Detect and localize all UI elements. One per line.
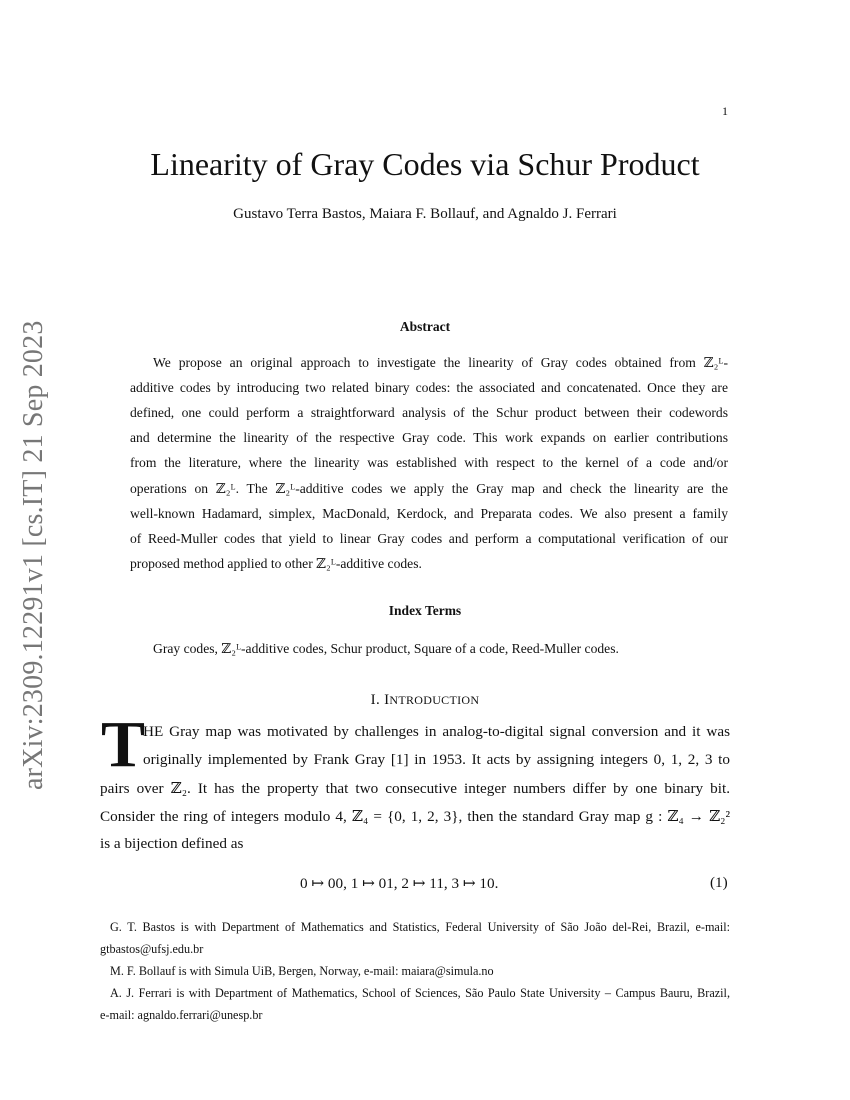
footnote-line: G. T. Bastos is with Department of Mathematics and Statistics, Federal University of São João del-Rei, Brazil, e-mail: bbox=[110, 920, 730, 934]
footnote-line: M. F. Bollauf is with Simula UiB, Bergen, Norway, e-mail: maiara@simula.no bbox=[110, 964, 494, 978]
footnote-line: A. J. Ferrari is with Department of Mathematics, School of Sciences, São Paulo State University – Campus Bauru, Brazil, bbox=[110, 986, 730, 1000]
abstract-line: of Reed-Muller codes that yield to linear Gray codes and perform a computational verification of our bbox=[130, 531, 728, 546]
footnote-line: gtbastos@ufsj.edu.br bbox=[100, 942, 204, 956]
abstract-line: defined, one could perform a straightforward analysis of the Schur product between their codewords bbox=[130, 405, 728, 420]
drop-cap: T bbox=[101, 708, 146, 781]
page-number: 1 bbox=[722, 104, 728, 118]
arxiv-stamp: arXiv:2309.12291v1 [cs.IT] 21 Sep 2023 bbox=[18, 320, 49, 790]
paper-title: Linearity of Gray Codes via Schur Product bbox=[150, 146, 700, 182]
abstract-line: well-known Hadamard, simplex, MacDonald, Kerdock, and Preparata codes. We also present a family bbox=[130, 506, 728, 521]
section-title-initial: I bbox=[384, 692, 390, 708]
intro-line: originally implemented by Frank Gray [1] in 1953. It acts by assigning integers 0, 1, 2, 3 to bbox=[143, 751, 730, 768]
abstract-line: from the literature, where the linearity was established with respect to the kernel of a code and/or bbox=[130, 455, 728, 470]
intro-line: pairs over ℤ₂. It has the property that two consecutive integer numbers differ by one binary bit. bbox=[100, 780, 730, 797]
abstract-line: proposed method applied to other ℤ₂ᴸ-additive codes. bbox=[130, 556, 422, 571]
section-title-rest: NTRODUCTION bbox=[389, 693, 480, 707]
footnote-line: e-mail: agnaldo.ferrari@unesp.br bbox=[100, 1008, 263, 1022]
intro-line: is a bijection defined as bbox=[100, 835, 244, 852]
index-terms: Gray codes, ℤ₂ᴸ-additive codes, Schur product, Square of a code, Reed-Muller codes. bbox=[153, 641, 619, 656]
abstract-line: We propose an original approach to investigate the linearity of Gray codes obtained from ℤ₂ᴸ- bbox=[153, 355, 728, 370]
intro-line: Consider the ring of integers modulo 4, ℤ₄ = {0, 1, 2, 3}, then the standard Gray map g : ℤ₄ → ℤ₂² bbox=[100, 808, 730, 825]
abstract-line: and determine the linearity of the respective Gray code. This work expands on earlier contributions bbox=[130, 430, 728, 445]
equation-gray-map: 0 ↦ 00, 1 ↦ 01, 2 ↦ 11, 3 ↦ 10. bbox=[300, 875, 499, 892]
abstract-line: operations on ℤ₂ᴸ. The ℤ₂ᴸ-additive codes we apply the Gray map and check the linearity are the bbox=[130, 481, 728, 496]
section-number: I. bbox=[370, 692, 381, 708]
section-heading bbox=[0, 692, 850, 709]
authors: Gustavo Terra Bastos, Maiara F. Bollauf, and Agnaldo J. Ferrari bbox=[233, 206, 617, 222]
abstract-line: additive codes by introducing two related binary codes: the associated and concatenated. Once they are bbox=[130, 380, 728, 395]
index-terms-heading: Index Terms bbox=[388, 603, 462, 618]
abstract-heading: Abstract bbox=[399, 319, 451, 334]
equation-number: (1) bbox=[710, 874, 728, 891]
intro-line: HE Gray map was motivated by challenges in analog-to-digital signal conversion and it was bbox=[143, 723, 730, 740]
